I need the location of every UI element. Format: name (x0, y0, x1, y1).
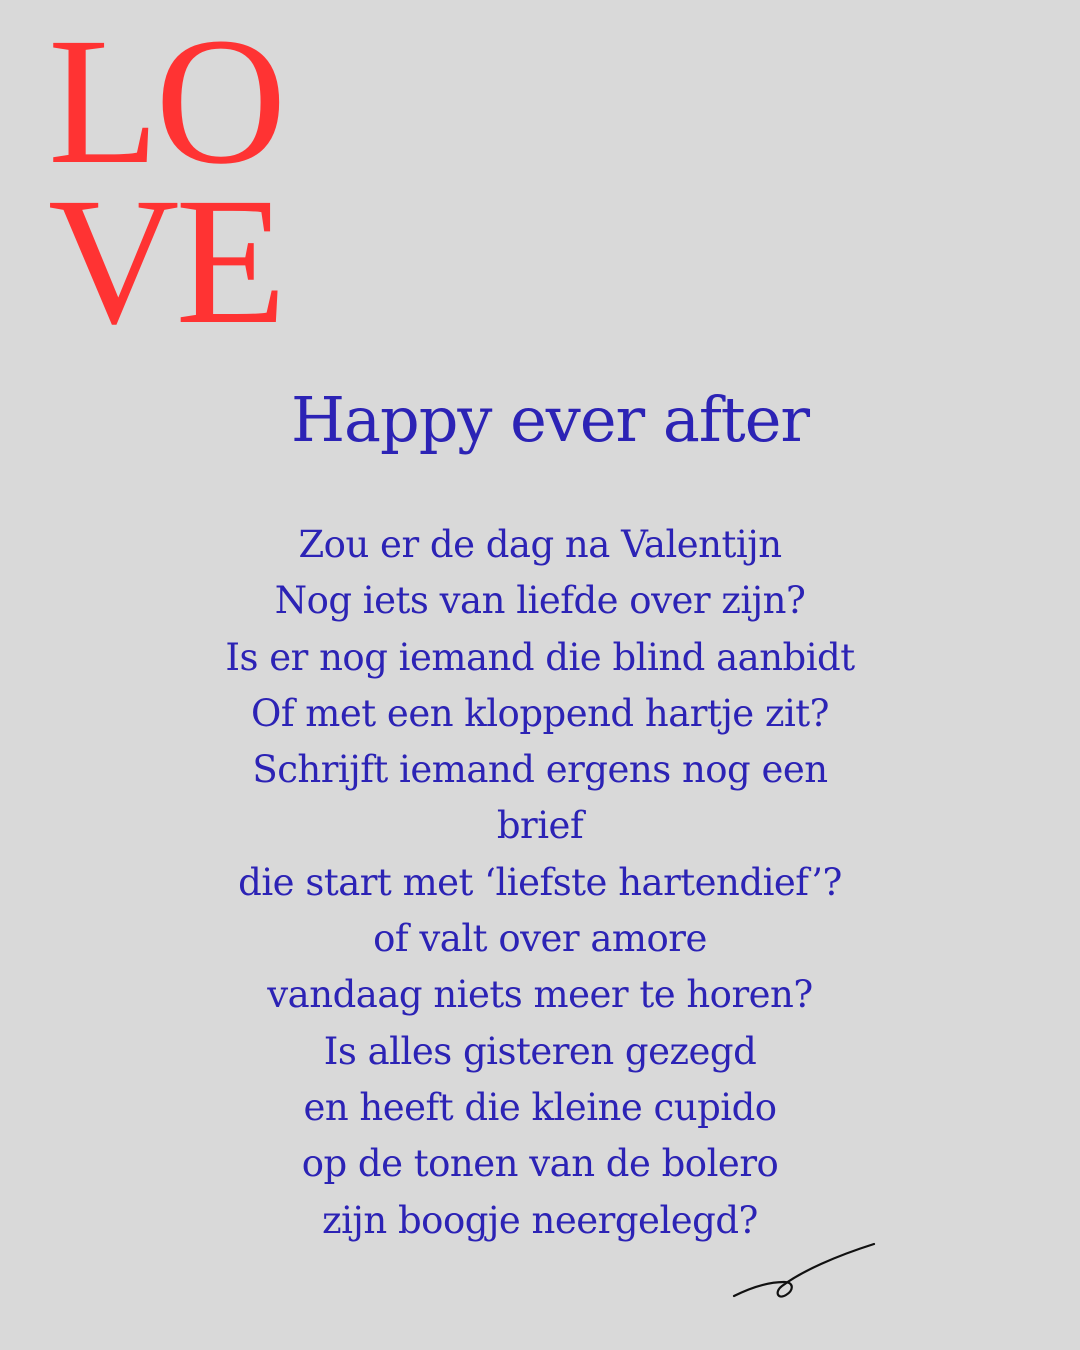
love-line-1: LO (48, 1, 283, 202)
signature-icon (728, 1238, 878, 1304)
poem-line: Nog iets van liefde over zijn? (274, 579, 806, 623)
poem-body (0, 517, 1080, 1249)
love-heading (48, 1, 308, 362)
poem-line: of valt over amore (373, 917, 707, 961)
poem-line: Is alles gisteren gezegd (323, 1029, 757, 1073)
poem-line: op de tonen van de bolero (301, 1142, 779, 1186)
poem-line: Schrijft iemand ergens nog een (252, 748, 828, 792)
poem-title: Happy ever after (290, 383, 810, 456)
love-line-2: VE (48, 161, 283, 362)
poem-line: brief (496, 804, 584, 848)
poem-line: zijn boogje neergelegd? (322, 1198, 758, 1242)
poem-line: Of met een kloppend hartje zit? (251, 691, 829, 735)
poem-line: vandaag niets meer te horen? (267, 973, 813, 1017)
poem-line: Zou er de dag na Valentijn (298, 523, 782, 566)
poem-line: die start met ‘liefste hartendief’? (238, 860, 842, 904)
poem-line: en heeft die kleine cupido (303, 1085, 777, 1129)
poem-line: Is er nog iemand die blind aanbidt (225, 635, 855, 679)
